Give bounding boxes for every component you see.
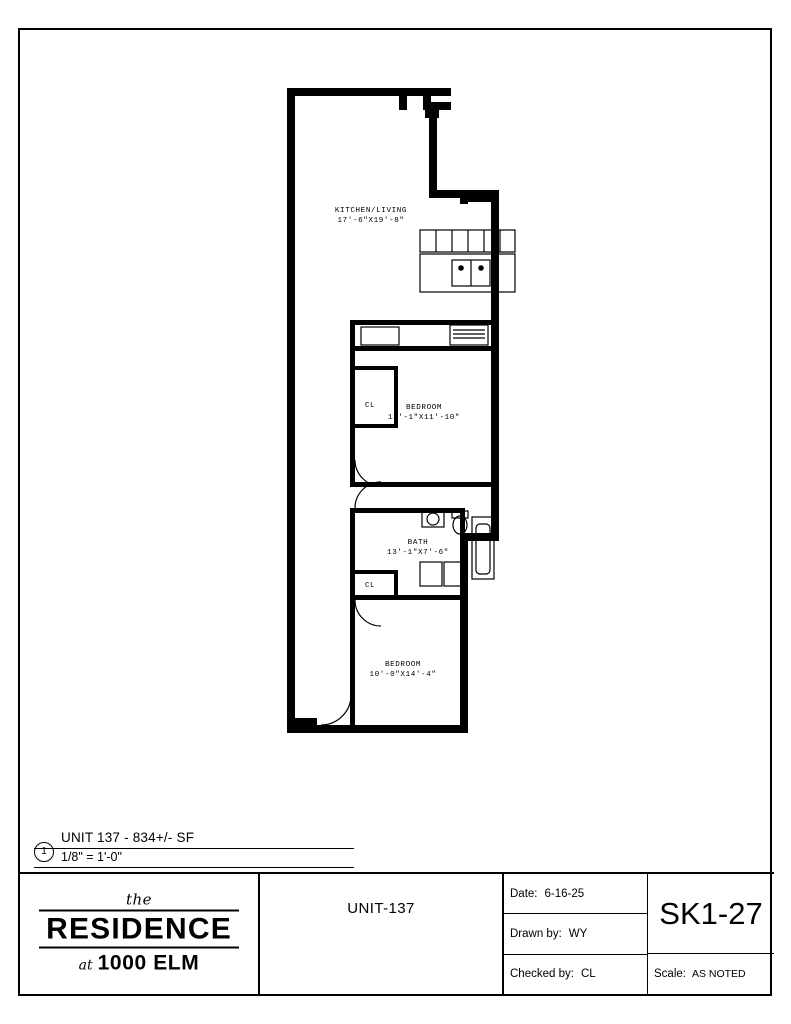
- room-name-kitchen-living: KITCHEN/LIVING: [334, 207, 408, 215]
- room-name-bath: BATH: [407, 539, 429, 547]
- wall-poche: [287, 88, 499, 733]
- callout-rule-bottom: [34, 867, 354, 868]
- field-checked-by-value: CL: [580, 968, 596, 981]
- sheet-scale: [648, 954, 774, 994]
- plan-title: UNIT 137 - 834+/- SF: [61, 830, 195, 845]
- sheet-number-column: [648, 874, 774, 994]
- field-date-label: Date:: [510, 887, 538, 900]
- sheet-info-fields: [504, 874, 648, 994]
- title-block: [20, 872, 774, 994]
- closet-label-1: CL: [365, 402, 376, 410]
- field-drawn-by-label: Drawn by:: [510, 927, 562, 940]
- room-dims-bath: 13'-1"X7'-6": [387, 549, 449, 557]
- unit-label: UNIT-137: [347, 900, 415, 917]
- drawing-sheet: [18, 28, 772, 996]
- sheet-name-panel: [260, 874, 504, 994]
- sheet-info-grid: [504, 874, 774, 994]
- floor-plan-drawing: [20, 30, 774, 875]
- sheet-scale-label: Scale:: [654, 968, 686, 981]
- project-logo: [39, 890, 239, 976]
- callout-rule-top: [34, 848, 354, 849]
- detail-bubble: 1: [34, 842, 54, 862]
- logo-rule-bottom: [39, 947, 239, 949]
- closet-label-2: CL: [365, 582, 376, 590]
- room-name-bedroom-2: BEDROOM: [384, 661, 422, 669]
- logo-rule-top: [39, 910, 239, 912]
- room-dims-bedroom-1: 13'-1"X11'-10": [387, 414, 461, 422]
- room-dims-kitchen-living: 17'-6"X19'-8": [337, 217, 405, 225]
- sheet-number: SK1-27: [648, 874, 774, 954]
- plan-scale: 1/8" = 1'-0": [61, 850, 122, 864]
- floor-plan-svg: [20, 30, 774, 875]
- logo-address: 1000 ELM: [97, 951, 200, 975]
- logo-name: RESIDENCE: [46, 912, 232, 946]
- sheet-info-panel: [504, 874, 774, 994]
- sheet-scale-value: AS NOTED: [691, 968, 746, 981]
- plan-callout: [34, 830, 354, 874]
- field-checked-by: [504, 955, 647, 994]
- logo-the: the: [125, 890, 153, 909]
- logo-subline: [39, 952, 239, 976]
- field-drawn-by: [504, 914, 647, 954]
- logo-panel: [20, 874, 260, 994]
- field-date-value: 6-16-25: [544, 887, 585, 900]
- field-checked-by-label: Checked by:: [510, 968, 574, 981]
- logo-at: at: [78, 957, 93, 974]
- field-drawn-by-value: WY: [568, 927, 588, 940]
- field-date: [504, 874, 647, 914]
- room-dims-bedroom-2: 10'-0"X14'-4": [369, 671, 437, 679]
- room-name-bedroom-1: BEDROOM: [405, 404, 443, 412]
